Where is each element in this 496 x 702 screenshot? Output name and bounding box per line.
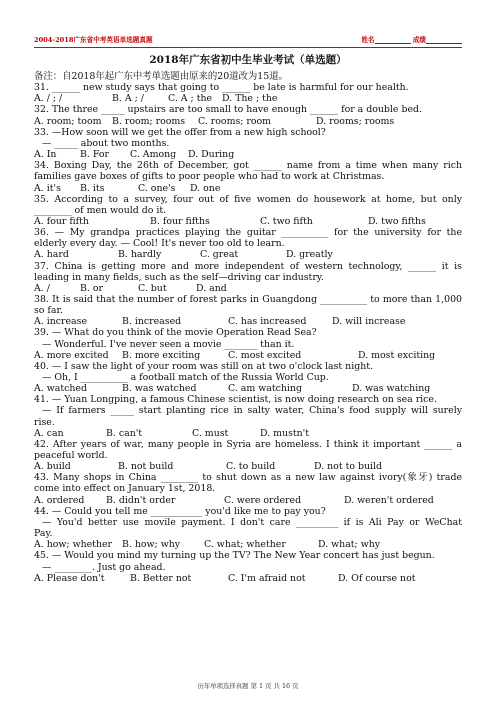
option: D. not to build [314,461,383,473]
question-line: 33. —How soon will we get the offer from a new high school? [34,126,326,138]
option: A. four fifth [34,215,89,227]
option: C. rooms; room [198,115,272,127]
question-line: ________ of men would do it. [34,204,167,216]
option: C. must [192,427,229,439]
question-list [34,71,462,584]
option: B. A ; / [112,93,144,105]
options-row [34,316,462,327]
page-header [34,34,462,46]
question-line: — Oh, I __________ a football match of the Russia World Cup. [42,372,329,383]
option: D. During [188,149,235,161]
option: B. more exciting [122,349,201,361]
options-row [34,249,462,260]
options-row [34,539,462,550]
question-line: 32. The three _____ upstairs are too small to have enough ______ for a double bed. [34,104,422,116]
options-row [34,183,462,194]
option: C. great [200,249,239,261]
option: D. will increase [332,316,406,328]
question-line: 38. It is said that the number of forest parks in Guangdong __________ to more than 1,000 [34,293,462,305]
option: C. am watching [228,383,302,395]
option: A. In [34,149,57,161]
question-line: come into effect on January 1st, 2018. [34,483,216,495]
question-line: 39. — What do you think of the movie Operation Read Sea? [34,327,317,339]
option: B. hardly [118,249,162,261]
option: B. room; rooms [112,115,186,127]
question-line: 42. After years of war, many people in Syria are homeless. I think it important ______ a [34,438,462,450]
question-line: leading in many fields, such as the self—driving car industry. [34,271,324,283]
question-line: — You'd better use movile payment. I don't care _________ if is Ali Pay or WeChat [42,516,462,528]
option: C. were ordered [224,494,302,506]
name-label: 姓名 [361,36,375,44]
option: C. A ; the [168,93,213,105]
option: C. most excited [228,349,302,361]
option: A. watched [34,383,87,395]
options-row [34,573,462,584]
option: B. how; why [122,539,181,551]
option: C. to build [226,461,276,473]
page-footer: 历年单项选择真题 第 1 页 共 16 页 [197,682,299,690]
option: A. more excited [34,349,109,361]
option: D. one [190,182,221,194]
options-row [34,461,462,472]
option: C. has increased [228,316,307,328]
question-line: 45. — Would you mind my turning up the TV? The New Year concert has just begun. [34,550,435,562]
option: A. it's [34,182,61,194]
question-line: rise. [34,416,55,428]
question-line: 34. Boxing Day, the 26th of December, got ______ name from a time when many rich [34,160,462,172]
question-line: 31. ______ new study says that going to ______ be late is harmful for our health. [34,82,409,94]
options-row [34,116,462,127]
question-line: elderly every day. — Cool! It's never too old to learn. [34,238,285,250]
option: A. Please don't [34,572,105,584]
option: D. mustn't [260,427,310,439]
score-label: 成绩 [412,36,426,44]
question-line: — ________. Just go ahead. [42,561,166,573]
question-line: 35. According to a survey, four out of five women do housework at home, but only [34,193,462,205]
header-fields [361,34,462,44]
option: C. one's [138,182,176,194]
question-line: — Wonderful. I've never seen a movie _______ than it. [42,338,295,350]
option: A. build [34,461,71,473]
option: B. can't [106,427,143,439]
option: A. hard [34,249,69,261]
question-line: families gave boxes of gifts to poor people who had to work at Christmas. [34,171,385,183]
note-line: 备注：自2018年起广东中考单选题由原来的20道改为15道。 [34,71,288,82]
options-row [34,350,462,361]
question-line: so far. [34,305,63,317]
question-line: 40. — I saw the light of your room was still on at two o'clock last night. [34,360,373,372]
option: C. Among [130,149,177,161]
option: A. / ; / [34,93,63,105]
option: D. weren't ordered [344,494,434,506]
option: B. its [80,182,105,194]
question-line: Pay. [34,528,53,540]
options-row [34,149,462,160]
option: A. how; whether [34,539,113,551]
option: D. most exciting [358,349,436,361]
header-rule [34,47,462,48]
option: B. four fifths [150,215,210,227]
page-title: 2018年广东省初中生毕业考试（单选题） [149,54,347,66]
question-line: 37. China is getting more and more independent of western technology, ______ it is [34,260,462,272]
option: D. and [196,282,227,294]
options-row [34,216,462,227]
options-row [34,383,462,394]
question-line: — If farmers _____ start planting rice in salty water, China's food supply will surely [42,405,462,417]
option: C. I'm afraid not [228,572,306,584]
option: A. can [34,427,64,439]
option: A. ordered [34,494,85,506]
option: B. not build [118,461,174,473]
question-line: 36. — My grandpa practices playing the guitar __________ for the university for the [34,227,462,239]
option: D. rooms; rooms [316,115,395,127]
option: A. increase [34,316,87,328]
options-row [34,283,462,294]
option: B. was watched [122,383,197,395]
option: B. didn't order [106,494,176,506]
option: A. room; toom [34,115,102,127]
option: B. For [80,149,109,161]
name-blank [375,36,411,44]
score-blank [426,36,462,44]
options-row [34,495,462,506]
option: B. or [80,282,103,294]
question-line: peaceful world. [34,450,108,462]
options-row [34,93,462,104]
option: B. increased [122,316,182,328]
option: C. what; whether [204,539,286,551]
header-title: 2004-2018广东省中考英语单选题真题 [34,36,153,44]
option: A. / [34,282,50,294]
option: B. Better not [130,572,192,584]
option: D. greatly [286,249,333,261]
option: D. two fifths [368,215,426,227]
option: D. what; why [318,539,381,551]
option: C. two fifth [260,215,313,227]
option: C. but [138,282,167,294]
option: D. was watching [352,383,431,395]
question-line: 41. — Yuan Longping, a famous Chinese scientist, is now doing research on sea rice. [34,394,437,406]
option: D. Of course not [338,572,416,584]
options-row [34,428,462,439]
question-line: — _____ about two months. [42,137,170,149]
option: D. The ; the [222,93,278,105]
question-line: 43. Many shops in China ________ to shut down as a new law against ivory(象牙) trade [34,472,462,484]
question-line: 44. — Could you tell me ___________ you'd like me to pay you? [34,505,326,517]
